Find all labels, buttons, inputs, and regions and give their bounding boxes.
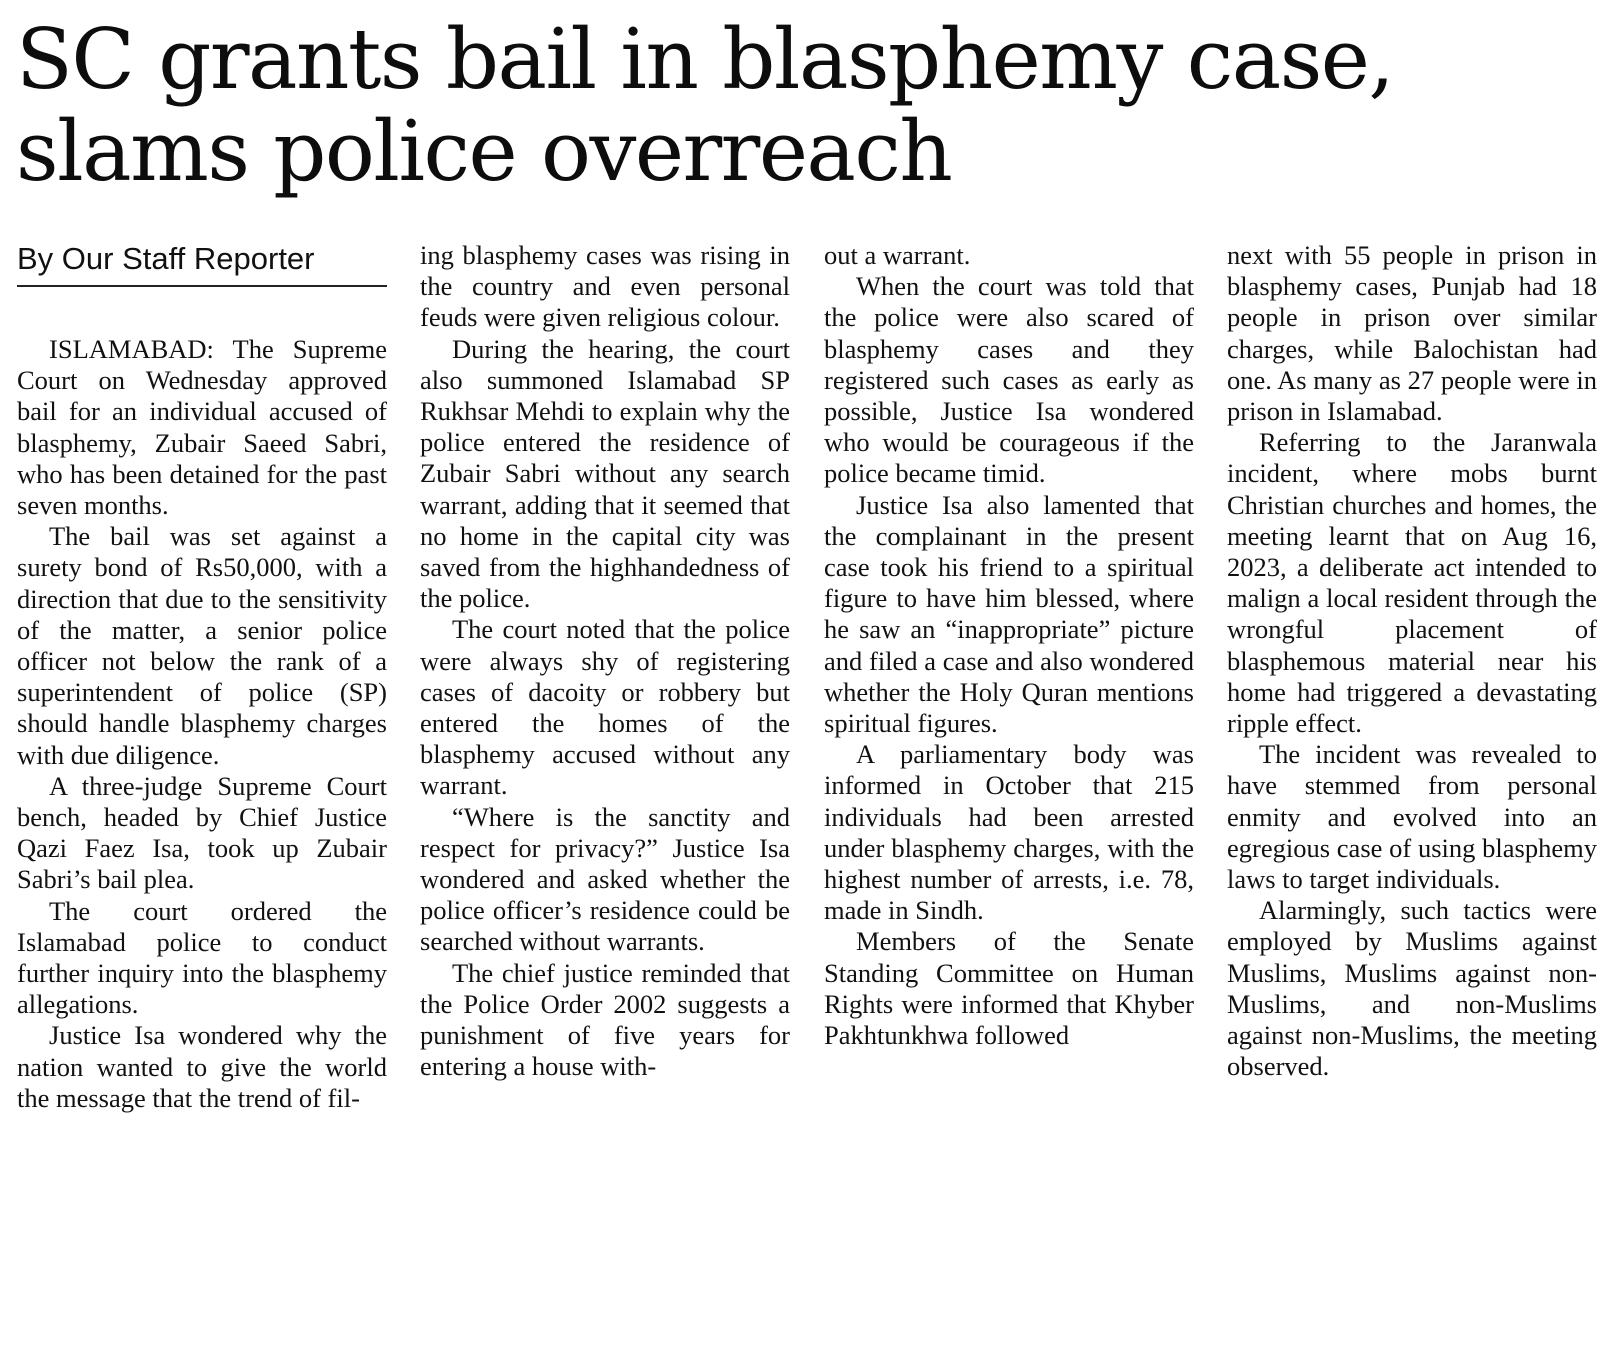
paragraph: Justice Isa wondered why the nation wanted to give the world the message that the trend of fil- bbox=[17, 1020, 387, 1113]
headline-line-1: SC grants bail in blasphemy case, bbox=[16, 11, 1394, 108]
paragraph: Alarmingly, such tactics were employed by Muslims against Muslims, Muslims against non-Muslims, and non-Muslims against non-Muslims, the meeting observed. bbox=[1227, 895, 1597, 1082]
byline-divider bbox=[17, 285, 387, 287]
paragraph: A three-judge Supreme Court bench, headed by Chief Justice Qazi Faez Isa, took up Zubair Sabri’s bail plea. bbox=[17, 770, 387, 895]
article-column-1 bbox=[17, 334, 387, 1114]
byline-block bbox=[17, 240, 387, 287]
article-column-4 bbox=[1227, 240, 1597, 1082]
paragraph: The court ordered the Islamabad police to conduct further inquiry into the blasphemy allegations. bbox=[17, 895, 387, 1020]
paragraph: A parliamentary body was informed in October that 215 individuals had been arrested under blasphemy charges, with the highest number of arrests, i.e. 78, made in Sindh. bbox=[824, 739, 1194, 926]
paragraph: Referring to the Jaranwala incident, where mobs burnt Christian churches and homes, the meeting learnt that on Aug 16, 2023, a deliberate act intended to malign a local resident through the wrongful placement of blasphemous material near his home had triggered a devastating ripple effect. bbox=[1227, 427, 1597, 739]
headline-line-2: slams police overreach bbox=[16, 103, 952, 200]
byline: By Our Staff Reporter bbox=[17, 241, 315, 276]
paragraph: The bail was set against a surety bond of Rs50,000, with a direction that due to the sensitivity of the matter, a senior police officer not below the rank of a superintendent of police (SP) should handle blasphemy charges with due diligence. bbox=[17, 521, 387, 770]
paragraph-continued: out a warrant. bbox=[824, 240, 971, 270]
article-column-3 bbox=[824, 240, 1194, 1051]
headline bbox=[16, 11, 1596, 200]
paragraph: During the hearing, the court also summoned Islamabad SP Rukhsar Mehdi to explain why the police entered the residence of Zubair Sabri without any search warrant, adding that it seemed that no home in the capital city was saved from the highhandedness of the police. bbox=[420, 333, 790, 614]
paragraph: “Where is the sanctity and respect for privacy?” Justice Isa wondered and asked whether the police officer’s residence could be searched without warrants. bbox=[420, 801, 790, 957]
paragraph: Members of the Senate Standing Committee on Human Rights were informed that Khyber Pakhtunkhwa followed bbox=[824, 926, 1194, 1051]
paragraph-continued: next with 55 people in prison in blasphemy cases, Punjab had 18 people in prison over similar charges, while Balochistan had one. As many as 27 people were in prison in Islamabad. bbox=[1227, 240, 1597, 427]
paragraph: The chief justice reminded that the Police Order 2002 suggests a punishment of five years for entering a house with- bbox=[420, 957, 790, 1082]
paragraph: ISLAMABAD: The Supreme Court on Wednesday approved bail for an individual accused of blasphemy, Zubair Saeed Sabri, who has been detained for the past seven months. bbox=[17, 334, 387, 521]
paragraph: When the court was told that the police were also scared of blasphemy cases and they registered such cases as early as possible, Justice Isa wondered who would be courageous if the police became timid. bbox=[824, 271, 1194, 489]
paragraph-continued: ing blasphemy cases was rising in the country and even personal feuds were given religious colour. bbox=[420, 240, 790, 333]
paragraph: The court noted that the police were always shy of registering cases of dacoity or robbery but entered the homes of the blasphemy accused without any warrant. bbox=[420, 614, 790, 801]
paragraph: The incident was revealed to have stemmed from personal enmity and evolved into an egregious case of using blasphemy laws to target individuals. bbox=[1227, 739, 1597, 895]
paragraph: Justice Isa also lamented that the complainant in the present case took his friend to a spiritual figure to have him blessed, where he saw an “inappropriate” picture and filed a case and also wondered whether the Holy Quran mentions spiritual figures. bbox=[824, 489, 1194, 739]
article-column-2 bbox=[420, 240, 790, 1082]
